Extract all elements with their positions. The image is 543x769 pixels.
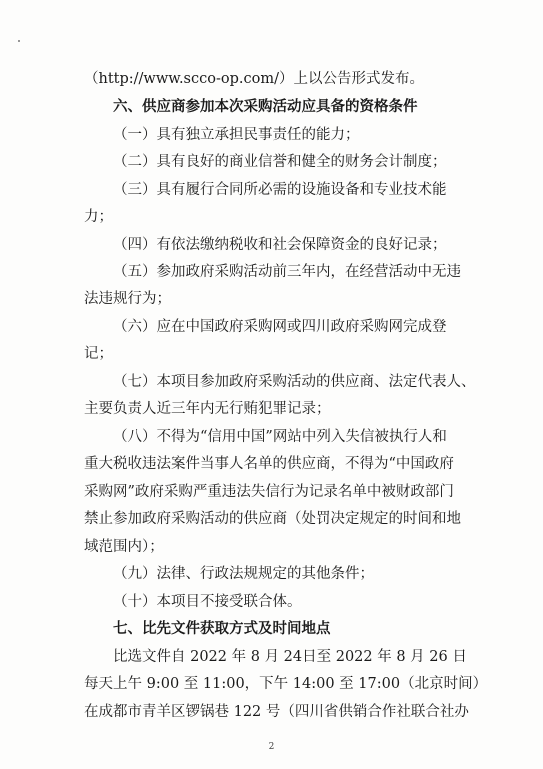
text-line: （十）本项目不接受联合体。 bbox=[113, 594, 302, 610]
text-line: 重大税收违法案件当事人名单的供应商，不得为“中国政府 bbox=[84, 456, 454, 472]
scan-speck bbox=[18, 40, 20, 42]
text-line: 力； bbox=[84, 209, 113, 225]
text-line: 在成都市青羊区锣锅巷 122 号（四川省供销合作社联合社办 bbox=[84, 704, 469, 720]
text-line: 记； bbox=[84, 346, 113, 362]
text-line: 采购网”政府采购严重违法失信行为记录名单中被财政部门 bbox=[84, 484, 454, 500]
page-number: 2 bbox=[268, 742, 275, 752]
text-line: （七）本项目参加政府采购活动的供应商、法定代表人、 bbox=[113, 374, 476, 390]
text-line: （四）有依法缴纳税收和社会保障资金的良好记录； bbox=[113, 237, 447, 253]
text-line: 法违规行为； bbox=[84, 291, 171, 307]
text-line: （九）法律、行政法规规定的其他条件； bbox=[113, 566, 374, 582]
text-line: 禁止参加政府采购活动的供应商（处罚决定规定的时间和地 bbox=[84, 511, 461, 527]
text-line: （一）具有独立承担民事责任的能力； bbox=[113, 127, 360, 143]
text-line: （六）应在中国政府采购网或四川政府采购网完成登 bbox=[113, 319, 447, 335]
section-heading-qualifications: 六、供应商参加本次采购活动应具备的资格条件 bbox=[113, 98, 418, 115]
text-line: （二）具有良好的商业信誉和健全的财务会计制度； bbox=[113, 154, 447, 170]
section-heading-document-acquisition: 七、比先文件获取方式及时间地点 bbox=[113, 620, 331, 637]
text-line: （八）不得为“信用中国”网站中列入失信被执行人和 bbox=[113, 429, 447, 445]
text-line: 比选文件自 2022 年 8 月 24日至 2022 年 8 月 26 日 bbox=[113, 649, 467, 665]
text-line: （三）具有履行合同所必需的设施设备和专业技术能 bbox=[113, 182, 447, 198]
text-line: 每天上午 9:00 至 11:00，下午 14:00 至 17:00（北京时间） bbox=[84, 676, 488, 692]
text-line: （五）参加政府采购活动前三年内，在经营活动中无违 bbox=[113, 264, 461, 280]
text-line: （http://www.scco-op.com/）上以公告形式发布。 bbox=[84, 71, 424, 87]
text-line: 域范围内）； bbox=[84, 539, 164, 555]
text-line: 主要负责人近三年内无行贿犯罪记录； bbox=[84, 401, 331, 417]
